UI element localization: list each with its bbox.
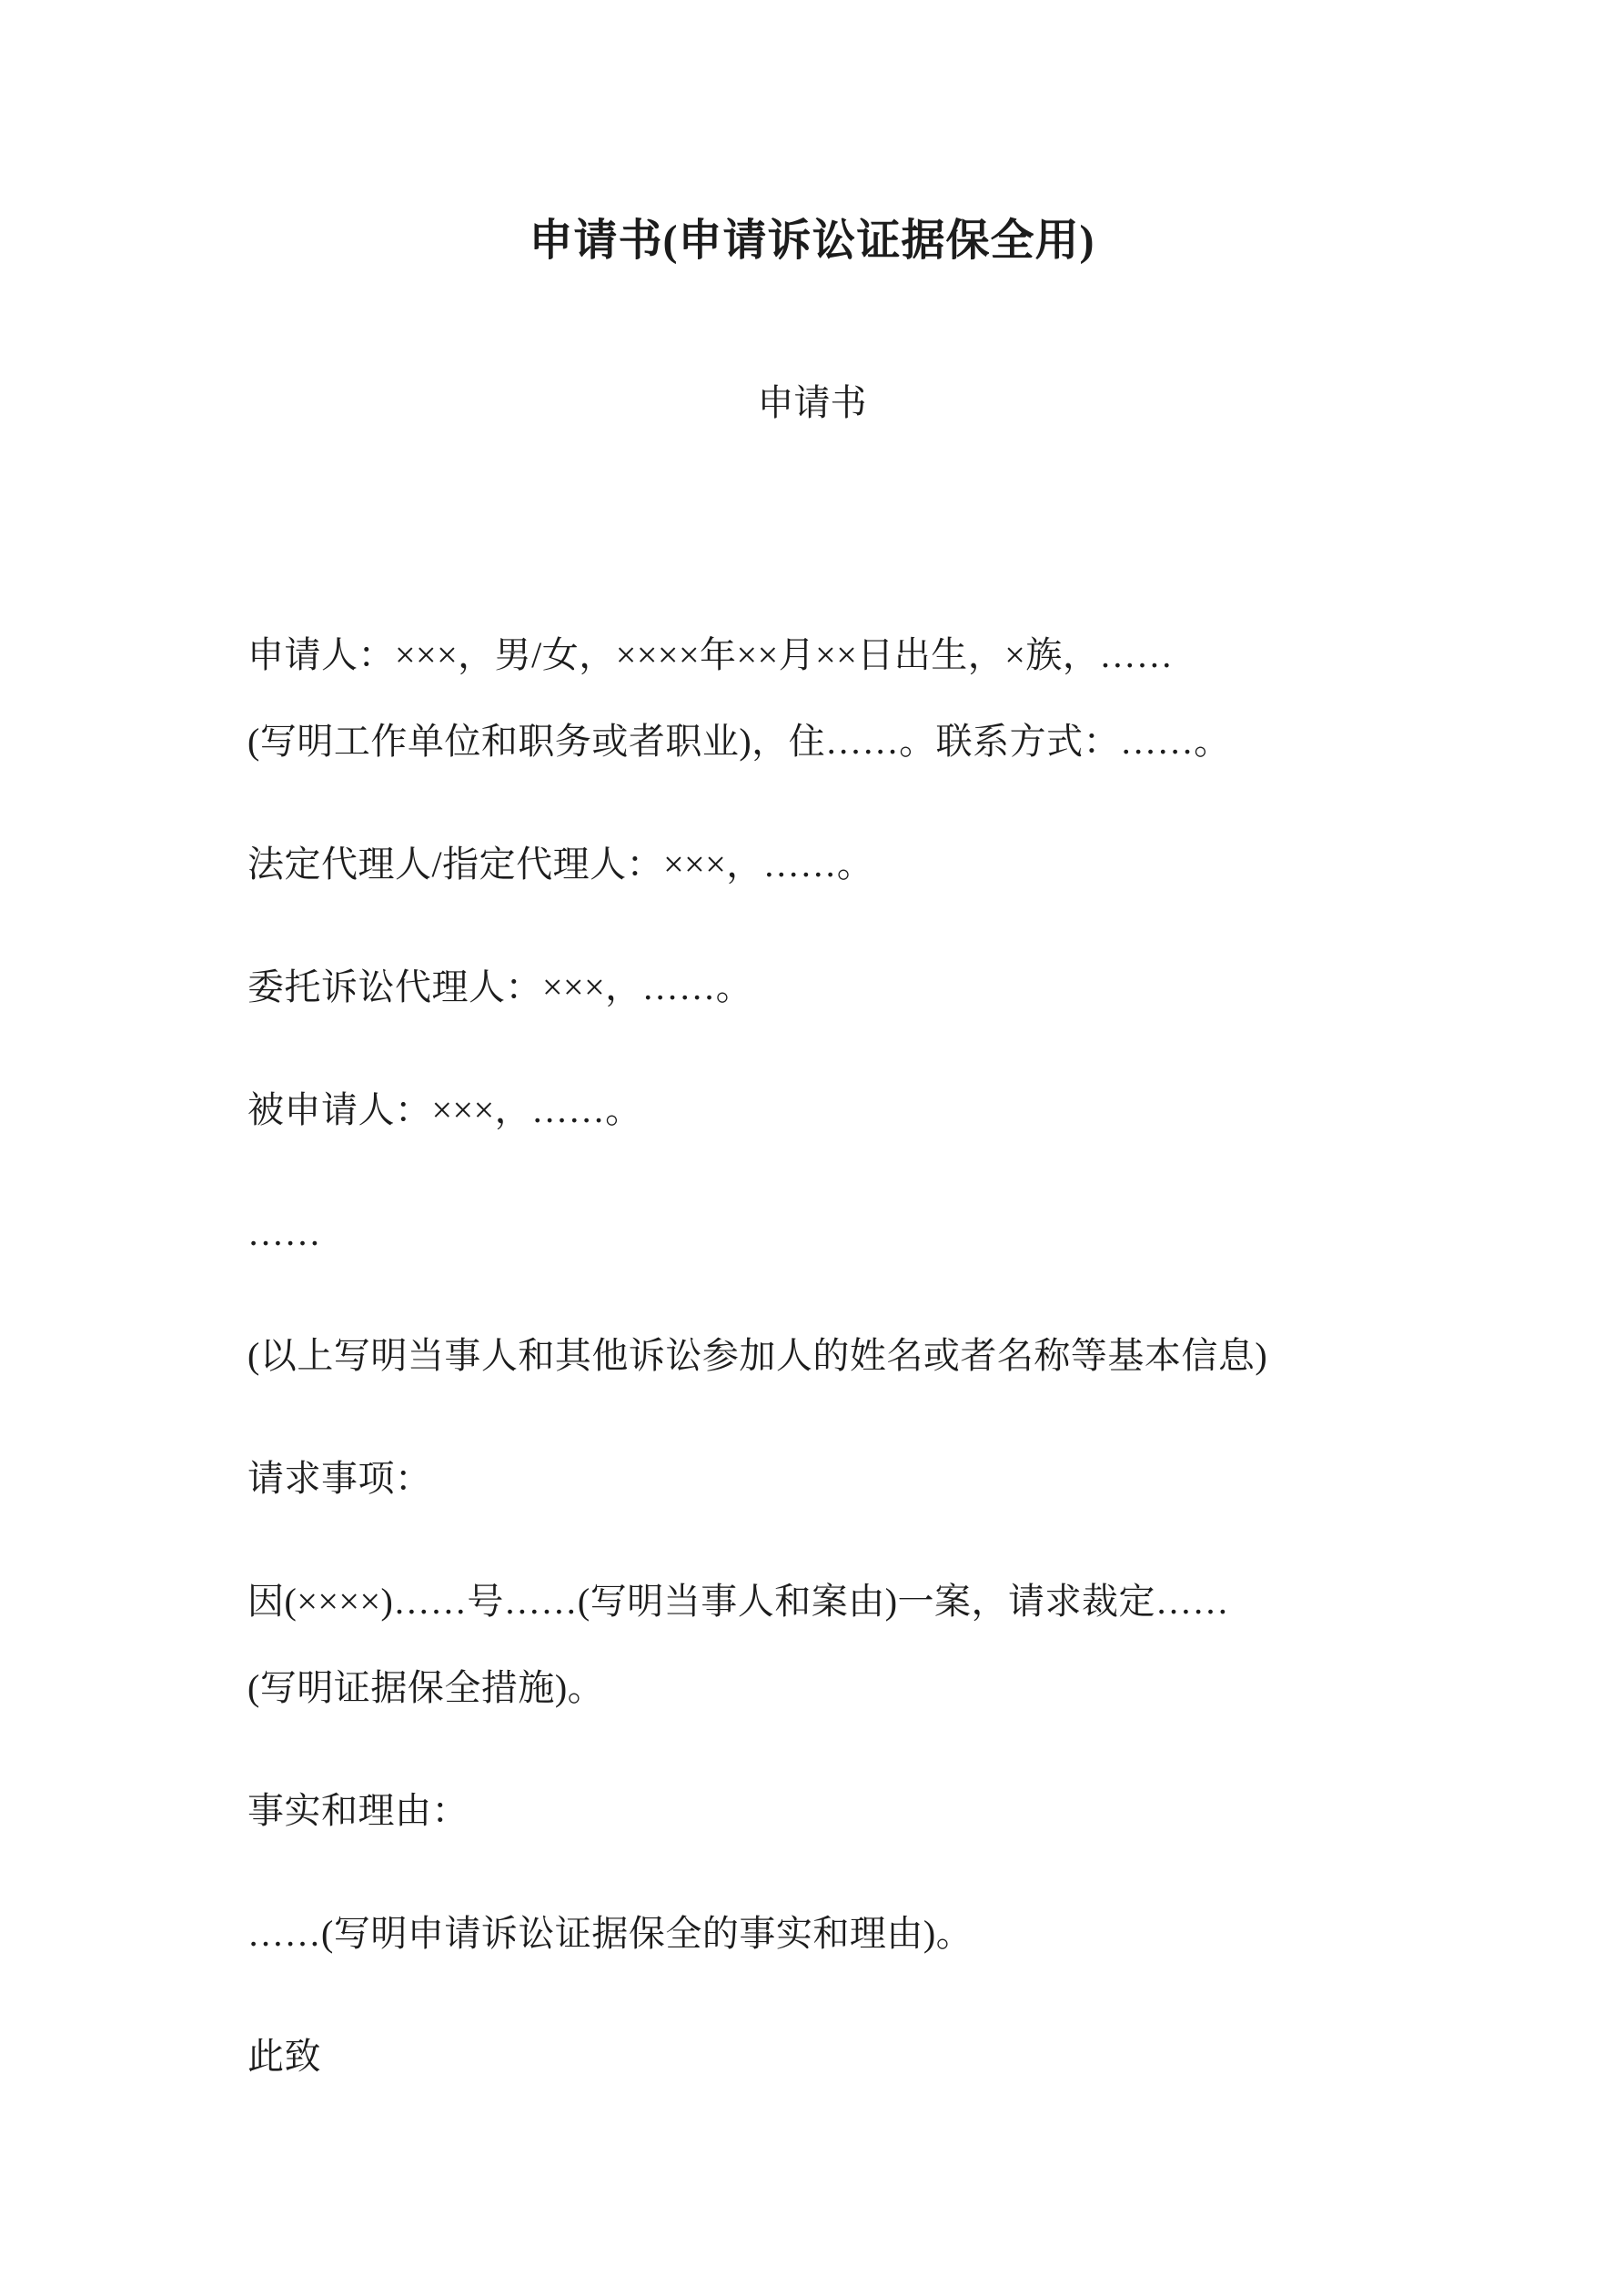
document-line: 因(××××)……号……(写明当事人和案由)一案，请求裁定……	[247, 1581, 1230, 1622]
document-line: (以上写明当事人和其他诉讼参加人的姓名或者名称等基本信息)	[247, 1335, 1268, 1376]
document-line: ……	[247, 1212, 321, 1253]
document-line: 法定代理人/指定代理人：×××，……。	[247, 844, 874, 885]
document-line: 请求事项：	[247, 1458, 432, 1499]
document-body	[0, 612, 1624, 2099]
document-title: 申请书(申请诉讼证据保全用)	[529, 217, 1095, 265]
document-line: 申请人：×××，男/女，××××年××月××日出生，×族，……	[247, 634, 1174, 675]
document-line: 此致	[247, 2036, 321, 2077]
document-line: (写明证据保全措施)。	[247, 1667, 605, 1708]
document-line: 委托诉讼代理人：×××，……。	[247, 966, 753, 1007]
document-line: (写明工作单位和职务或者职业)，住……。联系方式：……。	[247, 721, 1231, 762]
document-line: 被申请人：×××，……。	[247, 1089, 642, 1130]
document-line: 事实和理由：	[247, 1790, 469, 1831]
document-line: ……(写明申请诉讼证据保全的事实和理由)。	[247, 1913, 973, 1954]
document-subtitle: 申请书	[757, 382, 867, 423]
